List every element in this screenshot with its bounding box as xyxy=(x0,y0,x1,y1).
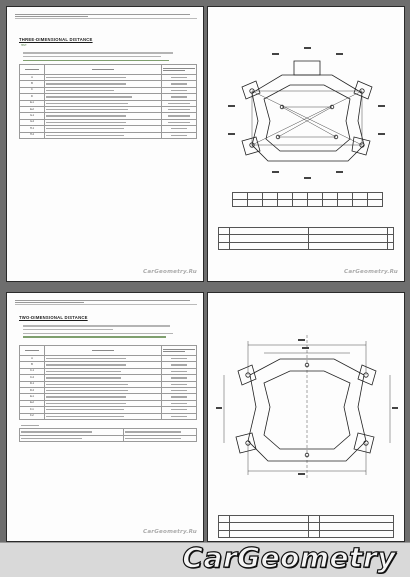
symbol-cell: C-2 xyxy=(20,375,45,381)
name-cell xyxy=(45,413,162,419)
column-distance xyxy=(162,346,197,356)
watermark: CarGeometry.Ru xyxy=(344,269,398,275)
column-symbol xyxy=(20,65,45,75)
column-name xyxy=(45,65,162,75)
column-symbol xyxy=(20,346,45,356)
symbol-cell: D xyxy=(20,94,45,100)
name-cell xyxy=(45,132,162,138)
page-header xyxy=(15,13,197,19)
subframe-diagram xyxy=(212,331,402,481)
value-cell xyxy=(124,435,197,441)
section-title: THREE-DIMENSIONAL DISTANCE xyxy=(19,37,93,42)
symbol-cell: E-2 xyxy=(20,106,45,112)
table-header-row xyxy=(20,65,197,75)
legend-table xyxy=(218,227,394,250)
column-name xyxy=(45,346,162,356)
symbol-cell: A xyxy=(20,75,45,81)
reference-table xyxy=(19,423,197,442)
section-title: TWO-DIMENSIONAL DISTANCE xyxy=(19,315,88,320)
symbol-cell: E-2 xyxy=(20,400,45,406)
symbol-cell: B xyxy=(20,362,45,368)
symbol-cell: B xyxy=(20,81,45,87)
symbol-cell: E-1 xyxy=(20,394,45,400)
subframe-diagram xyxy=(212,41,402,191)
spread2-right-page xyxy=(207,292,405,542)
symbol-cell: D-1 xyxy=(20,381,45,387)
column-distance xyxy=(162,65,197,75)
cross-table xyxy=(232,192,383,207)
table-row xyxy=(20,435,197,441)
symbol-cell: A xyxy=(20,356,45,362)
spread2-left-page xyxy=(6,292,204,542)
page-header xyxy=(15,299,197,305)
symbol-cell: F-2 xyxy=(20,413,45,419)
name-cell xyxy=(20,435,124,441)
watermark: CarGeometry.Ru xyxy=(143,269,197,275)
hint-notes xyxy=(23,325,173,340)
symbol-cell: C-1 xyxy=(20,368,45,374)
spread1-right-page xyxy=(207,6,405,282)
symbol-cell: D-2 xyxy=(20,387,45,393)
watermark: CarGeometry.Ru xyxy=(143,529,197,535)
symbol-cell: G-1 xyxy=(20,113,45,119)
table-header-row xyxy=(20,346,197,356)
distance-cell xyxy=(162,413,197,419)
symbol-cell: C xyxy=(20,87,45,93)
hint-label: HINT: xyxy=(21,45,27,47)
symbol-cell: H-2 xyxy=(20,132,45,138)
symbol-cell: F-1 xyxy=(20,407,45,413)
distance-table xyxy=(19,64,197,139)
site-logo: CarGeometry xyxy=(182,541,396,574)
symbol-cell: E-1 xyxy=(20,100,45,106)
legend-table xyxy=(218,515,394,538)
table-row xyxy=(20,132,197,138)
symbol-cell: H-1 xyxy=(20,126,45,132)
hint-notes xyxy=(23,52,173,63)
spread1-left-page xyxy=(6,6,204,282)
table-row xyxy=(20,413,197,419)
distance-cell xyxy=(162,132,197,138)
symbol-cell: G-2 xyxy=(20,119,45,125)
distance-table xyxy=(19,345,197,420)
